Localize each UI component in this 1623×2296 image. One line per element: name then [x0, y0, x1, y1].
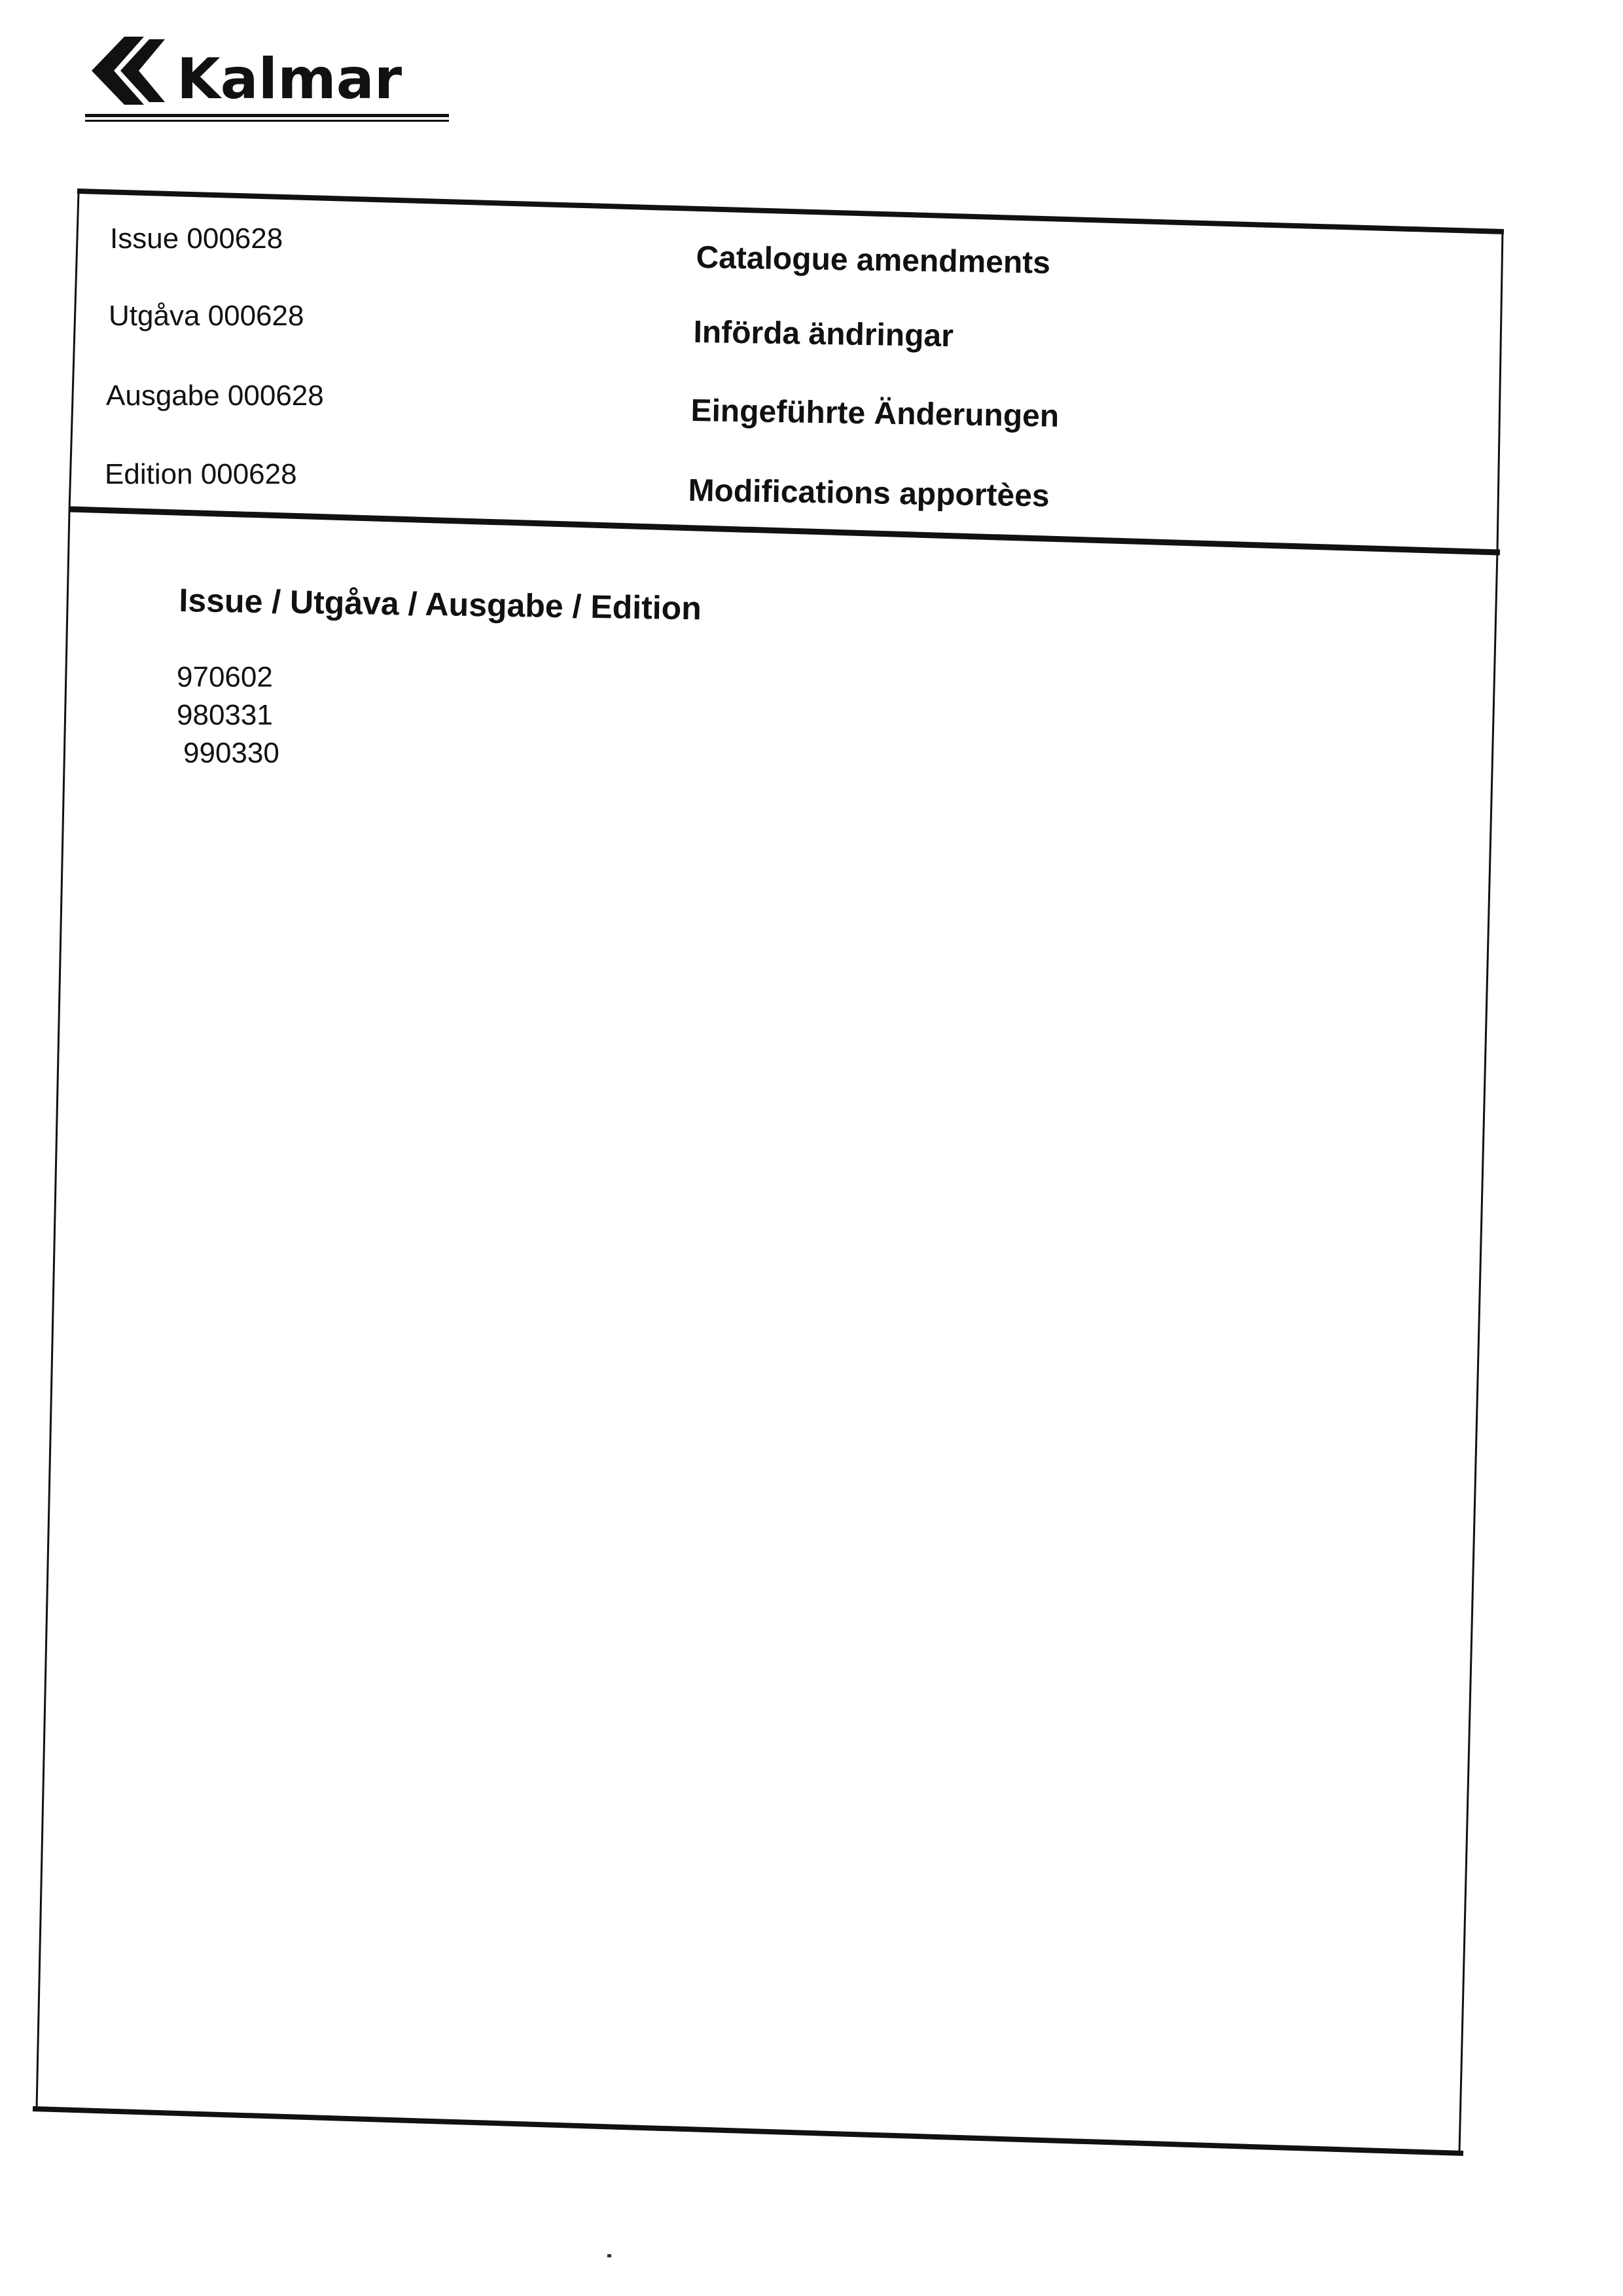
issue-label-fr: Edition 000628 [105, 458, 297, 490]
issue-label-en: Issue 000628 [110, 223, 283, 255]
scan-speck [607, 2254, 611, 2257]
svg-text:Kalmar: Kalmar [177, 46, 402, 112]
issue-entry: 980331 [177, 699, 273, 731]
title-fr: Modifications apportèes [688, 473, 1050, 514]
issue-entry: 990330 [183, 737, 279, 769]
issue-entry: 970602 [177, 661, 273, 693]
issue-list-heading: Issue / Utgåva / Ausgabe / Edition [179, 581, 702, 627]
title-sv: Införda ändringar [693, 314, 954, 354]
title-de: Eingeführte Änderungen [690, 393, 1060, 434]
issue-label-sv: Utgåva 000628 [109, 300, 304, 332]
title-en: Catalogue amendments [696, 240, 1051, 281]
issue-label-de: Ausgabe 000628 [106, 380, 324, 412]
